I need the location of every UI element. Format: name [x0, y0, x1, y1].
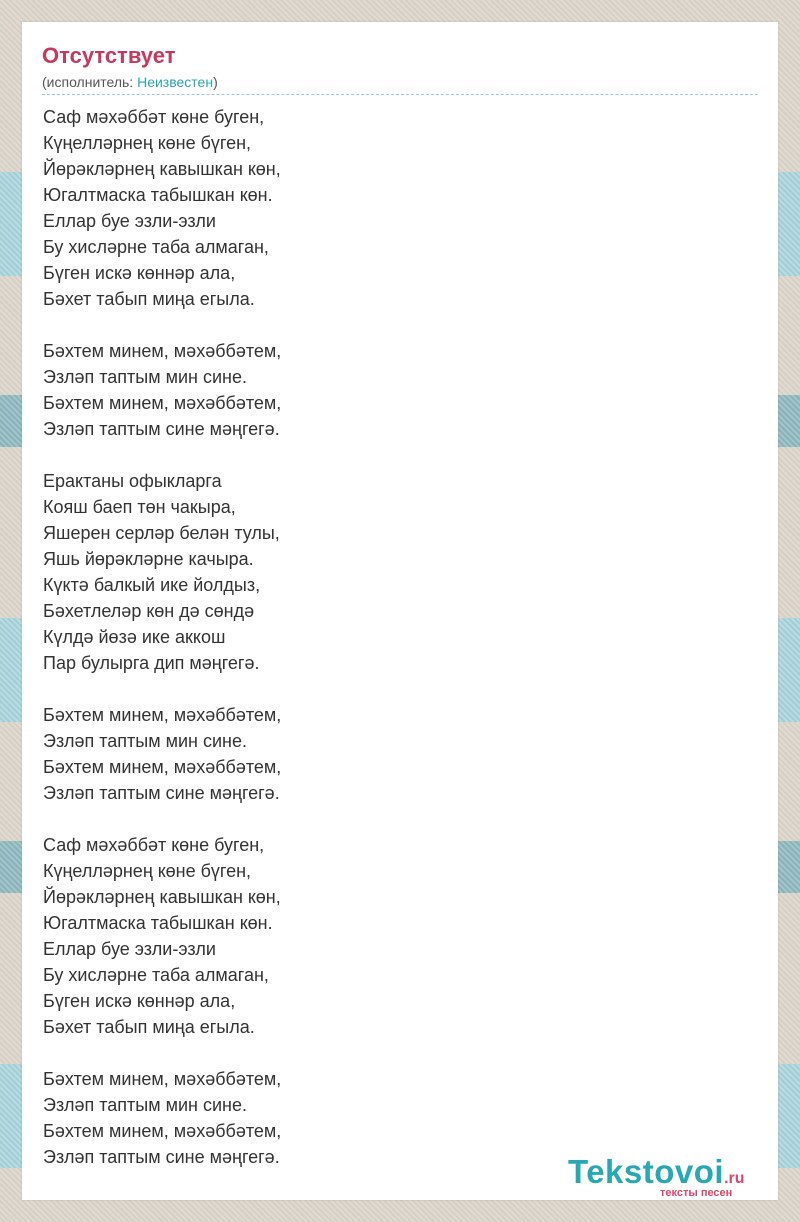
- stanza-gap: [43, 442, 281, 468]
- lyric-line: Эзләп таптым мин сине.: [43, 731, 247, 751]
- lyrics-card: [22, 22, 778, 1200]
- site-logo[interactable]: [568, 1154, 778, 1200]
- lyric-line: Бәхтем минем, мәхәббәтем,: [43, 393, 282, 413]
- lyric-line: Эзләп таптым мин сине.: [43, 1095, 247, 1115]
- lyric-line: Йөрәкләрнең кавышкан көн,: [43, 159, 281, 179]
- performer-link[interactable]: Неизвестен: [137, 74, 214, 90]
- lyric-line: Пар булырга дип мәңгегә.: [43, 653, 260, 673]
- lyric-line: Еллар буе эзли-эзли: [43, 939, 216, 959]
- stanza-gap: [43, 312, 281, 338]
- lyric-line: Бәхтем минем, мәхәббәтем,: [43, 341, 282, 361]
- lyric-line: Бу хисләрне таба алмаган,: [43, 237, 269, 257]
- lyric-line: Бәхет табып миңа егыла.: [43, 289, 255, 309]
- lyric-line: Бәхетлеләр көн дә сөндә: [43, 601, 255, 621]
- lyric-line: Еллар буе эзли-эзли: [43, 211, 216, 231]
- lyric-line: Бәхтем минем, мәхәббәтем,: [43, 757, 282, 777]
- logo-tagline: тексты песен: [660, 1187, 733, 1199]
- lyric-line: Яшь йөрәкләрне качыра.: [43, 549, 254, 569]
- lyric-line: Йөрәкләрнең кавышкан көн,: [43, 887, 281, 907]
- lyric-line: Күңелләрнең көне бүген,: [43, 133, 252, 153]
- lyric-line: Бүген искә көннәр ала,: [43, 263, 236, 283]
- lyric-line: Югалтмаска табышкан көн.: [43, 913, 273, 933]
- lyric-line: Эзләп таптым сине мәңгегә.: [43, 1147, 280, 1167]
- performer-prefix: (исполнитель:: [42, 74, 138, 90]
- lyric-line: Яшерен серләр белән тулы,: [43, 523, 280, 543]
- lyric-line: Күктә балкый ике йолдыз,: [43, 575, 261, 595]
- lyric-line: Кояш баеп төн чакыра,: [43, 497, 236, 517]
- lyric-line: Күңелләрнең көне бүген,: [43, 861, 252, 881]
- lyric-line: Бу хисләрне таба алмаган,: [43, 965, 269, 985]
- lyric-line: Саф мәхәббәт көне буген,: [43, 107, 265, 127]
- song-header: [42, 42, 758, 95]
- lyric-line: Күлдә йөзә ике аккош: [43, 627, 226, 647]
- lyrics-text: [43, 104, 281, 1170]
- logo-wordmark: Tekstovoi: [568, 1153, 725, 1190]
- lyric-line: Эзләп таптым сине мәңгегә.: [43, 419, 280, 439]
- stanza-gap: [43, 1040, 281, 1066]
- lyric-line: Бәхтем минем, мәхәббәтем,: [43, 1069, 282, 1089]
- stanza-gap: [43, 806, 281, 832]
- lyric-line: Бәхтем минем, мәхәббәтем,: [43, 705, 282, 725]
- lyric-line: Югалтмаска табышкан көн.: [43, 185, 273, 205]
- logo-domain: .ru: [724, 1170, 745, 1187]
- performer-line: [42, 72, 758, 92]
- lyric-line: Бәхтем минем, мәхәббәтем,: [43, 1121, 282, 1141]
- lyric-line: Эзләп таптым мин сине.: [43, 367, 247, 387]
- stanza-gap: [43, 676, 281, 702]
- lyric-line: Бүген искә көннәр ала,: [43, 991, 236, 1011]
- lyric-line: Эзләп таптым сине мәңгегә.: [43, 783, 280, 803]
- lyric-line: Саф мәхәббәт көне буген,: [43, 835, 265, 855]
- lyric-line: Бәхет табып миңа егыла.: [43, 1017, 255, 1037]
- performer-suffix: ): [213, 74, 218, 90]
- lyric-line: Ерактаны офыкларга: [43, 471, 222, 491]
- song-title: Отсутствует: [42, 43, 176, 68]
